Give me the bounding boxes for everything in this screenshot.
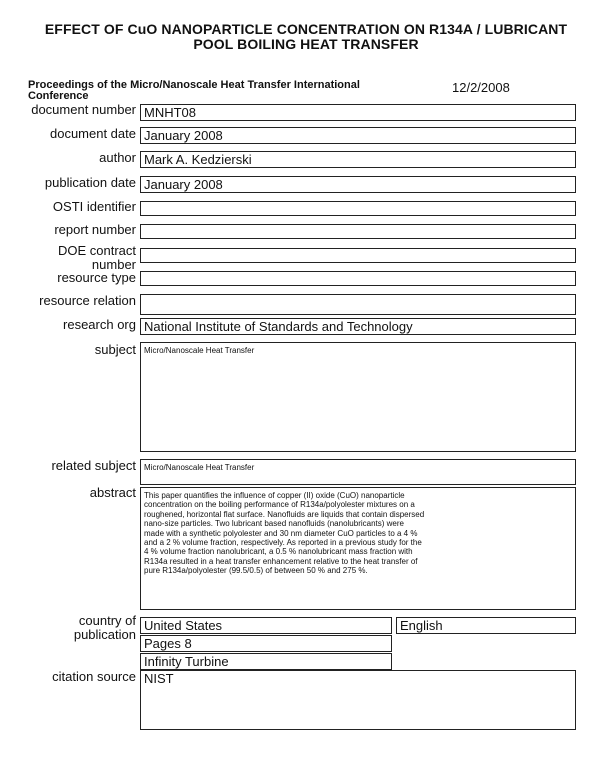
- label-author: author: [99, 150, 136, 165]
- label-country-line2: publication: [73, 627, 136, 642]
- related-subject-field[interactable]: Micro/Nanoscale Heat Transfer: [140, 459, 576, 485]
- subject-field[interactable]: Micro/Nanoscale Heat Transfer: [140, 342, 576, 452]
- label-related-subject: related subject: [51, 458, 136, 473]
- title-line-2: POOL BOILING HEAT TRANSFER: [193, 36, 419, 52]
- label-publication-date: publication date: [44, 175, 136, 190]
- label-resource-type: resource type: [57, 270, 136, 285]
- doe-contract-field[interactable]: [140, 248, 576, 263]
- label-document-number: document number: [31, 102, 136, 117]
- label-country: [74, 614, 136, 642]
- osti-identifier-field[interactable]: [140, 201, 576, 216]
- language-field[interactable]: English: [396, 617, 576, 634]
- resource-type-field[interactable]: [140, 271, 576, 286]
- author-field[interactable]: Mark A. Kedzierski: [140, 151, 576, 168]
- publisher-field[interactable]: Infinity Turbine: [140, 653, 392, 670]
- label-research-org: research org: [63, 317, 136, 332]
- label-doe-contract-line1: DOE contract: [57, 243, 136, 258]
- resource-relation-field[interactable]: [140, 294, 576, 315]
- country-field[interactable]: United States: [140, 617, 392, 634]
- header-date: 12/2/2008: [452, 80, 510, 95]
- label-osti-identifier: OSTI identifier: [52, 199, 136, 214]
- label-doe-contract-line2: number: [91, 257, 136, 272]
- document-title: [0, 22, 612, 52]
- document-date-field[interactable]: January 2008: [140, 127, 576, 144]
- abstract-field[interactable]: This paper quantifies the influence of copper (II) oxide (CuO) nanoparticle concentration on the boiling performance of R134a/polyolester mixtures on a roughened, horizontal flat surface. Nanofluids are liquids that contain dispersed nano-size particles. Two lubricant based nanofluids (nanolubricants) were made with a synthetic polyolester and 30 nm diameter CuO particles to a 4 % and a 2 % volume fraction, respectively. As reported in a previous study for the 4 % volume fraction nanolubricant, a 0.5 % nanolubricant mass fraction with R134a resulted in a heat transfer enhancement relative to the heat transfer of pure R134a/polyolester (99.5/0.5) of between 50 % and 275 %.: [140, 487, 576, 610]
- research-org-field[interactable]: National Institute of Standards and Technology: [140, 318, 576, 335]
- proceedings-title: Proceedings of the Micro/Nanoscale Heat Transfer International Conference: [28, 80, 360, 100]
- label-country-line1: country of: [78, 613, 136, 628]
- label-document-date: document date: [49, 126, 136, 141]
- label-citation-source: citation source: [52, 669, 136, 684]
- label-abstract: abstract: [89, 485, 136, 500]
- report-number-field[interactable]: [140, 224, 576, 239]
- label-subject: subject: [94, 342, 136, 357]
- label-doe-contract: [58, 244, 136, 272]
- label-resource-relation: resource relation: [39, 293, 136, 308]
- citation-source-field[interactable]: NIST: [140, 670, 576, 730]
- pages-field[interactable]: Pages 8: [140, 635, 392, 652]
- title-line-1: EFFECT OF CuO NANOPARTICLE CONCENTRATION ON R134A / LUBRICANT: [44, 21, 568, 37]
- document-number-field[interactable]: MNHT08: [140, 104, 576, 121]
- publication-date-field[interactable]: January 2008: [140, 176, 576, 193]
- label-report-number: report number: [54, 222, 136, 237]
